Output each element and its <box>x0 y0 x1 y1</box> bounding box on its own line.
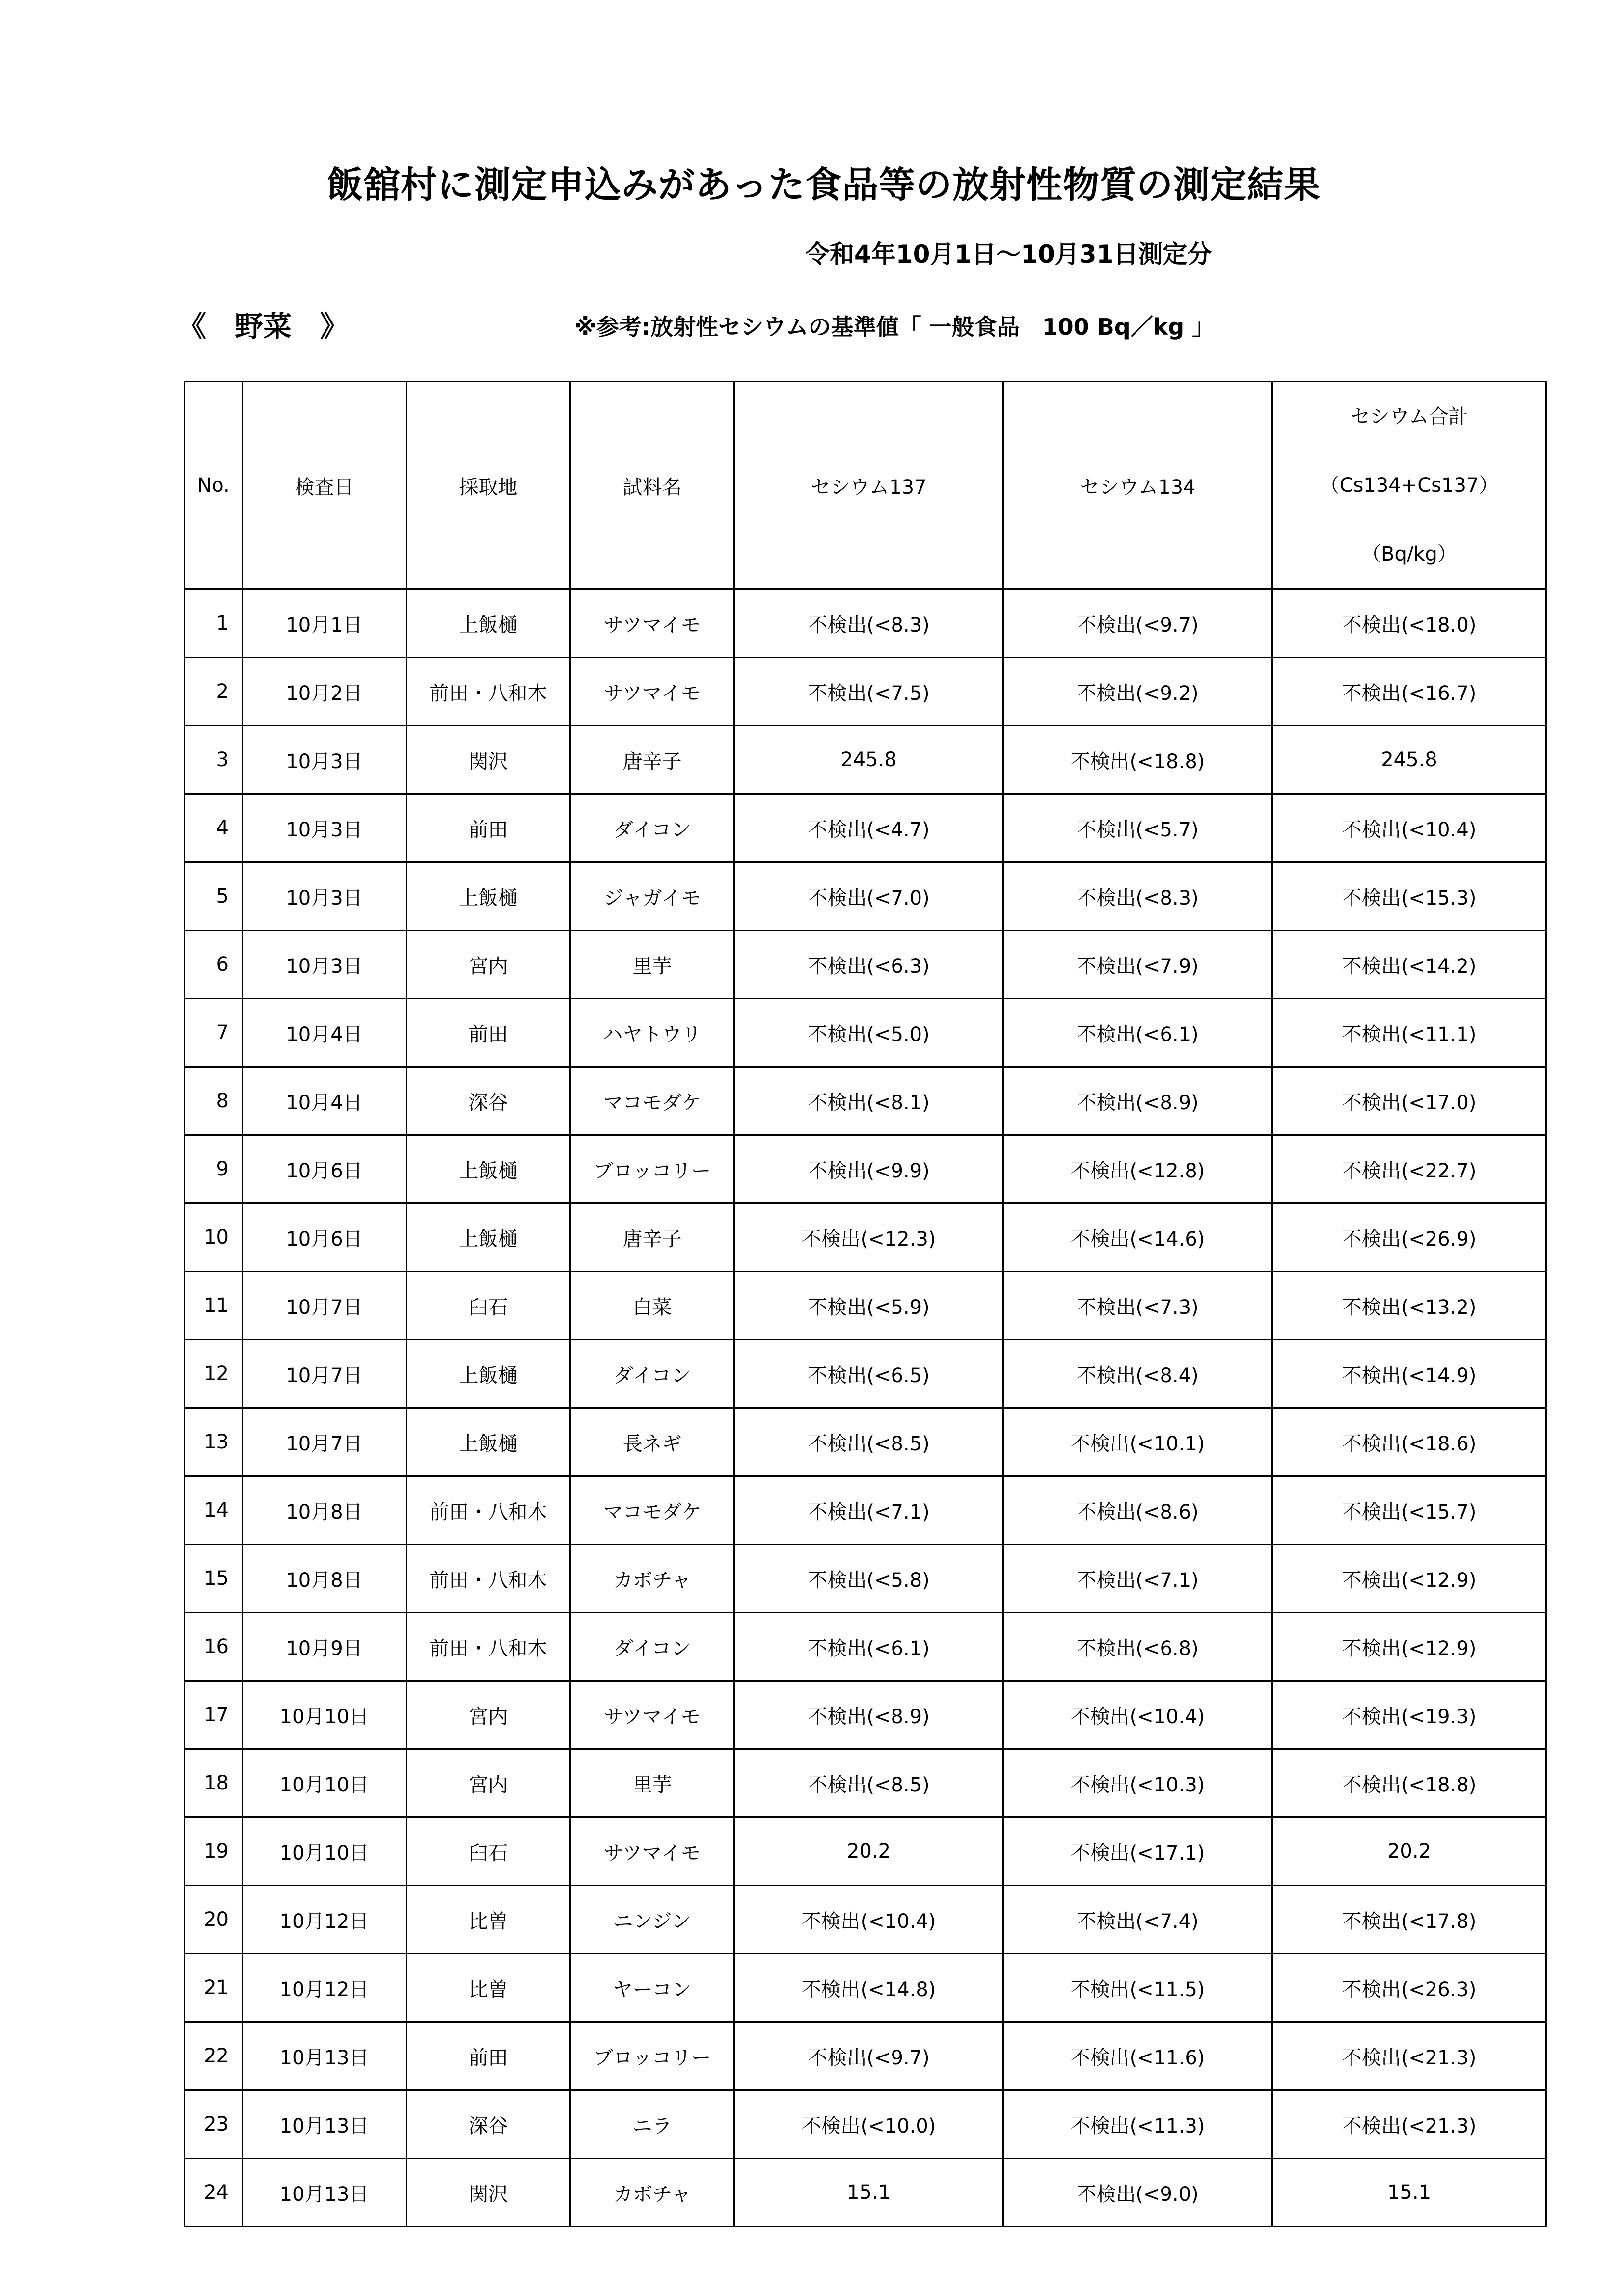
cell-sample: カボチャ <box>570 1545 734 1613</box>
table-row <box>185 2159 1546 2227</box>
cell-location: 比曽 <box>406 1954 570 2022</box>
table-row <box>185 1681 1546 1749</box>
table-row <box>185 2022 1546 2090</box>
cell-sample: サツマイモ <box>570 1817 734 1886</box>
cell-total: 不検出(<21.3) <box>1272 2090 1546 2159</box>
cell-cs137: 不検出(<5.8) <box>734 1545 1003 1613</box>
cell-total: 不検出(<21.3) <box>1272 2022 1546 2090</box>
cell-total: 不検出(<18.6) <box>1272 1408 1546 1476</box>
cell-cs137: 不検出(<8.3) <box>734 589 1003 658</box>
cell-cs137: 不検出(<10.0) <box>734 2090 1003 2159</box>
cell-no: 18 <box>185 1749 243 1817</box>
table-row <box>185 1817 1546 1886</box>
cell-sample: 白菜 <box>570 1272 734 1340</box>
cell-total: 不検出(<18.8) <box>1272 1749 1546 1817</box>
cell-location: 深谷 <box>406 1067 570 1135</box>
cell-date: 10月12日 <box>243 1954 406 2022</box>
cell-no: 3 <box>185 726 243 794</box>
cell-location: 前田 <box>406 794 570 862</box>
cell-total: 不検出(<12.9) <box>1272 1613 1546 1681</box>
cell-total: 不検出(<26.3) <box>1272 1954 1546 2022</box>
table-row <box>185 726 1546 794</box>
header-total-line1: セシウム合計 <box>1350 405 1468 428</box>
cell-sample: 里芋 <box>570 1749 734 1817</box>
cell-cs137: 不検出(<14.8) <box>734 1954 1003 2022</box>
cell-location: 宮内 <box>406 931 570 999</box>
cell-total: 不検出(<18.0) <box>1272 589 1546 658</box>
cell-date: 10月4日 <box>243 1067 406 1135</box>
cell-sample: 唐辛子 <box>570 726 734 794</box>
cell-total: 不検出(<15.7) <box>1272 1476 1546 1545</box>
cell-cs134: 不検出(<9.2) <box>1003 658 1272 726</box>
cell-location: 関沢 <box>406 2159 570 2227</box>
cell-no: 9 <box>185 1135 243 1203</box>
cell-no: 17 <box>185 1681 243 1749</box>
cell-total: 不検出(<12.9) <box>1272 1545 1546 1613</box>
cell-sample: 長ネギ <box>570 1408 734 1476</box>
cell-location: 上飯樋 <box>406 1408 570 1476</box>
cell-sample: サツマイモ <box>570 658 734 726</box>
cell-no: 15 <box>185 1545 243 1613</box>
cell-total: 不検出(<16.7) <box>1272 658 1546 726</box>
cell-sample: カボチャ <box>570 2159 734 2227</box>
reference-note: ※参考:放射性セシウムの基準値「 一般食品 100 Bq／kg 」 <box>574 314 1215 340</box>
cell-date: 10月10日 <box>243 1817 406 1886</box>
cell-no: 24 <box>185 2159 243 2227</box>
cell-location: 上飯樋 <box>406 1340 570 1408</box>
cell-no: 2 <box>185 658 243 726</box>
cell-cs134: 不検出(<8.4) <box>1003 1340 1272 1408</box>
cell-location: 関沢 <box>406 726 570 794</box>
cell-cs137: 245.8 <box>734 726 1003 794</box>
cell-cs134: 不検出(<10.4) <box>1003 1681 1272 1749</box>
header-location: 採取地 <box>406 382 570 589</box>
table-row <box>185 1135 1546 1203</box>
cell-date: 10月3日 <box>243 726 406 794</box>
cell-cs137: 不検出(<8.9) <box>734 1681 1003 1749</box>
header-sample: 試料名 <box>570 382 734 589</box>
cell-cs134: 不検出(<12.8) <box>1003 1135 1272 1203</box>
cell-cs137: 不検出(<9.9) <box>734 1135 1003 1203</box>
table-row <box>185 931 1546 999</box>
cell-location: 宮内 <box>406 1749 570 1817</box>
table-row <box>185 1749 1546 1817</box>
cell-sample: ハヤトウリ <box>570 999 734 1067</box>
header-no: No. <box>185 382 243 589</box>
table-row <box>185 1408 1546 1476</box>
cell-total: 不検出(<10.4) <box>1272 794 1546 862</box>
cell-total: 不検出(<14.2) <box>1272 931 1546 999</box>
cell-date: 10月3日 <box>243 931 406 999</box>
cell-total: 不検出(<17.0) <box>1272 1067 1546 1135</box>
cell-total: 不検出(<19.3) <box>1272 1681 1546 1749</box>
table-row <box>185 1886 1546 1954</box>
cell-date: 10月10日 <box>243 1681 406 1749</box>
cell-date: 10月7日 <box>243 1340 406 1408</box>
cell-cs134: 不検出(<8.6) <box>1003 1476 1272 1545</box>
cell-cs137: 不検出(<8.5) <box>734 1408 1003 1476</box>
cell-cs134: 不検出(<18.8) <box>1003 726 1272 794</box>
cell-total: 不検出(<22.7) <box>1272 1135 1546 1203</box>
cell-no: 21 <box>185 1954 243 2022</box>
table-row <box>185 1545 1546 1613</box>
cell-total: 20.2 <box>1272 1817 1546 1886</box>
cell-no: 10 <box>185 1203 243 1272</box>
cell-cs134: 不検出(<11.6) <box>1003 2022 1272 2090</box>
header-cs137: セシウム137 <box>734 382 1003 589</box>
cell-sample: サツマイモ <box>570 1681 734 1749</box>
cell-cs134: 不検出(<9.7) <box>1003 589 1272 658</box>
cell-cs134: 不検出(<6.8) <box>1003 1613 1272 1681</box>
cell-no: 13 <box>185 1408 243 1476</box>
cell-sample: マコモダケ <box>570 1476 734 1545</box>
cell-date: 10月10日 <box>243 1749 406 1817</box>
cell-date: 10月4日 <box>243 999 406 1067</box>
cell-cs137: 不検出(<10.4) <box>734 1886 1003 1954</box>
cell-date: 10月2日 <box>243 658 406 726</box>
cell-cs134: 不検出(<7.4) <box>1003 1886 1272 1954</box>
cell-cs134: 不検出(<10.1) <box>1003 1408 1272 1476</box>
cell-date: 10月1日 <box>243 589 406 658</box>
cell-sample: ニンジン <box>570 1886 734 1954</box>
table-row <box>185 589 1546 658</box>
cell-sample: ダイコン <box>570 1340 734 1408</box>
results-table <box>184 381 1547 2227</box>
cell-cs137: 不検出(<9.7) <box>734 2022 1003 2090</box>
cell-no: 20 <box>185 1886 243 1954</box>
cell-cs137: 不検出(<7.0) <box>734 862 1003 931</box>
cell-date: 10月13日 <box>243 2022 406 2090</box>
cell-cs137: 15.1 <box>734 2159 1003 2227</box>
cell-date: 10月3日 <box>243 794 406 862</box>
header-total-line3: （Bq/kg） <box>1361 543 1457 565</box>
table-row <box>185 862 1546 931</box>
cell-cs134: 不検出(<9.0) <box>1003 2159 1272 2227</box>
cell-date: 10月8日 <box>243 1476 406 1545</box>
cell-cs137: 不検出(<7.5) <box>734 658 1003 726</box>
cell-no: 7 <box>185 999 243 1067</box>
cell-date: 10月6日 <box>243 1135 406 1203</box>
cell-sample: ジャガイモ <box>570 862 734 931</box>
table-row <box>185 1613 1546 1681</box>
cell-cs137: 不検出(<12.3) <box>734 1203 1003 1272</box>
cell-date: 10月12日 <box>243 1886 406 1954</box>
cell-sample: ブロッコリー <box>570 1135 734 1203</box>
cell-cs134: 不検出(<6.1) <box>1003 999 1272 1067</box>
cell-cs134: 不検出(<14.6) <box>1003 1203 1272 1272</box>
cell-location: 上飯樋 <box>406 862 570 931</box>
cell-no: 1 <box>185 589 243 658</box>
cell-cs137: 不検出(<6.5) <box>734 1340 1003 1408</box>
category-heading: 《 野菜 》 <box>178 310 349 343</box>
cell-cs134: 不検出(<7.1) <box>1003 1545 1272 1613</box>
cell-no: 23 <box>185 2090 243 2159</box>
table-row <box>185 1067 1546 1135</box>
cell-total: 不検出(<13.2) <box>1272 1272 1546 1340</box>
cell-total: 不検出(<26.9) <box>1272 1203 1546 1272</box>
table-row <box>185 2090 1546 2159</box>
cell-no: 4 <box>185 794 243 862</box>
cell-total: 15.1 <box>1272 2159 1546 2227</box>
cell-location: 前田・八和木 <box>406 1476 570 1545</box>
cell-date: 10月13日 <box>243 2159 406 2227</box>
cell-no: 22 <box>185 2022 243 2090</box>
cell-no: 12 <box>185 1340 243 1408</box>
table-header-row <box>185 382 1546 589</box>
cell-location: 比曽 <box>406 1886 570 1954</box>
cell-location: 臼石 <box>406 1817 570 1886</box>
cell-location: 前田・八和木 <box>406 1545 570 1613</box>
cell-sample: ニラ <box>570 2090 734 2159</box>
cell-cs137: 不検出(<5.9) <box>734 1272 1003 1340</box>
header-total-line2: （Cs134+Cs137） <box>1320 474 1499 497</box>
table-row <box>185 1272 1546 1340</box>
cell-location: 上飯樋 <box>406 1203 570 1272</box>
cell-date: 10月7日 <box>243 1408 406 1476</box>
header-cs134: セシウム134 <box>1003 382 1272 589</box>
cell-cs134: 不検出(<17.1) <box>1003 1817 1272 1886</box>
cell-location: 深谷 <box>406 2090 570 2159</box>
cell-location: 上飯樋 <box>406 1135 570 1203</box>
cell-location: 前田 <box>406 2022 570 2090</box>
cell-sample: サツマイモ <box>570 589 734 658</box>
cell-cs134: 不検出(<7.9) <box>1003 931 1272 999</box>
cell-cs134: 不検出(<11.5) <box>1003 1954 1272 2022</box>
cell-no: 11 <box>185 1272 243 1340</box>
cell-cs137: 不検出(<7.1) <box>734 1476 1003 1545</box>
cell-no: 5 <box>185 862 243 931</box>
cell-cs134: 不検出(<5.7) <box>1003 794 1272 862</box>
cell-total: 245.8 <box>1272 726 1546 794</box>
table-row <box>185 999 1546 1067</box>
cell-cs137: 不検出(<6.3) <box>734 931 1003 999</box>
cell-date: 10月7日 <box>243 1272 406 1340</box>
cell-sample: ダイコン <box>570 1613 734 1681</box>
cell-sample: ダイコン <box>570 794 734 862</box>
table-row <box>185 658 1546 726</box>
cell-cs134: 不検出(<8.9) <box>1003 1067 1272 1135</box>
cell-location: 臼石 <box>406 1272 570 1340</box>
cell-total: 不検出(<11.1) <box>1272 999 1546 1067</box>
cell-no: 6 <box>185 931 243 999</box>
cell-no: 8 <box>185 1067 243 1135</box>
cell-sample: 里芋 <box>570 931 734 999</box>
cell-date: 10月6日 <box>243 1203 406 1272</box>
cell-cs134: 不検出(<8.3) <box>1003 862 1272 931</box>
table-row <box>185 1340 1546 1408</box>
cell-cs137: 20.2 <box>734 1817 1003 1886</box>
cell-location: 宮内 <box>406 1681 570 1749</box>
cell-date: 10月3日 <box>243 862 406 931</box>
cell-cs137: 不検出(<5.0) <box>734 999 1003 1067</box>
cell-cs137: 不検出(<8.5) <box>734 1749 1003 1817</box>
cell-location: 前田 <box>406 999 570 1067</box>
cell-no: 14 <box>185 1476 243 1545</box>
table-body <box>185 589 1546 2227</box>
header-date: 検査日 <box>243 382 406 589</box>
table-row <box>185 1954 1546 2022</box>
cell-cs134: 不検出(<7.3) <box>1003 1272 1272 1340</box>
header-total <box>1272 382 1546 589</box>
measurement-period: 令和4年10月1日～10月31日測定分 <box>805 240 1212 268</box>
table-row <box>185 1203 1546 1272</box>
cell-sample: 唐辛子 <box>570 1203 734 1272</box>
cell-total: 不検出(<14.9) <box>1272 1340 1546 1408</box>
table-row <box>185 794 1546 862</box>
cell-cs137: 不検出(<4.7) <box>734 794 1003 862</box>
cell-cs137: 不検出(<8.1) <box>734 1067 1003 1135</box>
cell-cs134: 不検出(<10.3) <box>1003 1749 1272 1817</box>
cell-cs134: 不検出(<11.3) <box>1003 2090 1272 2159</box>
cell-sample: ヤーコン <box>570 1954 734 2022</box>
cell-no: 16 <box>185 1613 243 1681</box>
cell-sample: マコモダケ <box>570 1067 734 1135</box>
cell-total: 不検出(<15.3) <box>1272 862 1546 931</box>
cell-sample: ブロッコリー <box>570 2022 734 2090</box>
table-row <box>185 1476 1546 1545</box>
cell-date: 10月8日 <box>243 1545 406 1613</box>
page-title: 飯舘村に測定申込みがあった食品等の放射性物質の測定結果 <box>326 164 1321 206</box>
cell-location: 上飯樋 <box>406 589 570 658</box>
cell-location: 前田・八和木 <box>406 658 570 726</box>
cell-cs137: 不検出(<6.1) <box>734 1613 1003 1681</box>
cell-date: 10月13日 <box>243 2090 406 2159</box>
cell-no: 19 <box>185 1817 243 1886</box>
cell-location: 前田・八和木 <box>406 1613 570 1681</box>
cell-date: 10月9日 <box>243 1613 406 1681</box>
cell-total: 不検出(<17.8) <box>1272 1886 1546 1954</box>
